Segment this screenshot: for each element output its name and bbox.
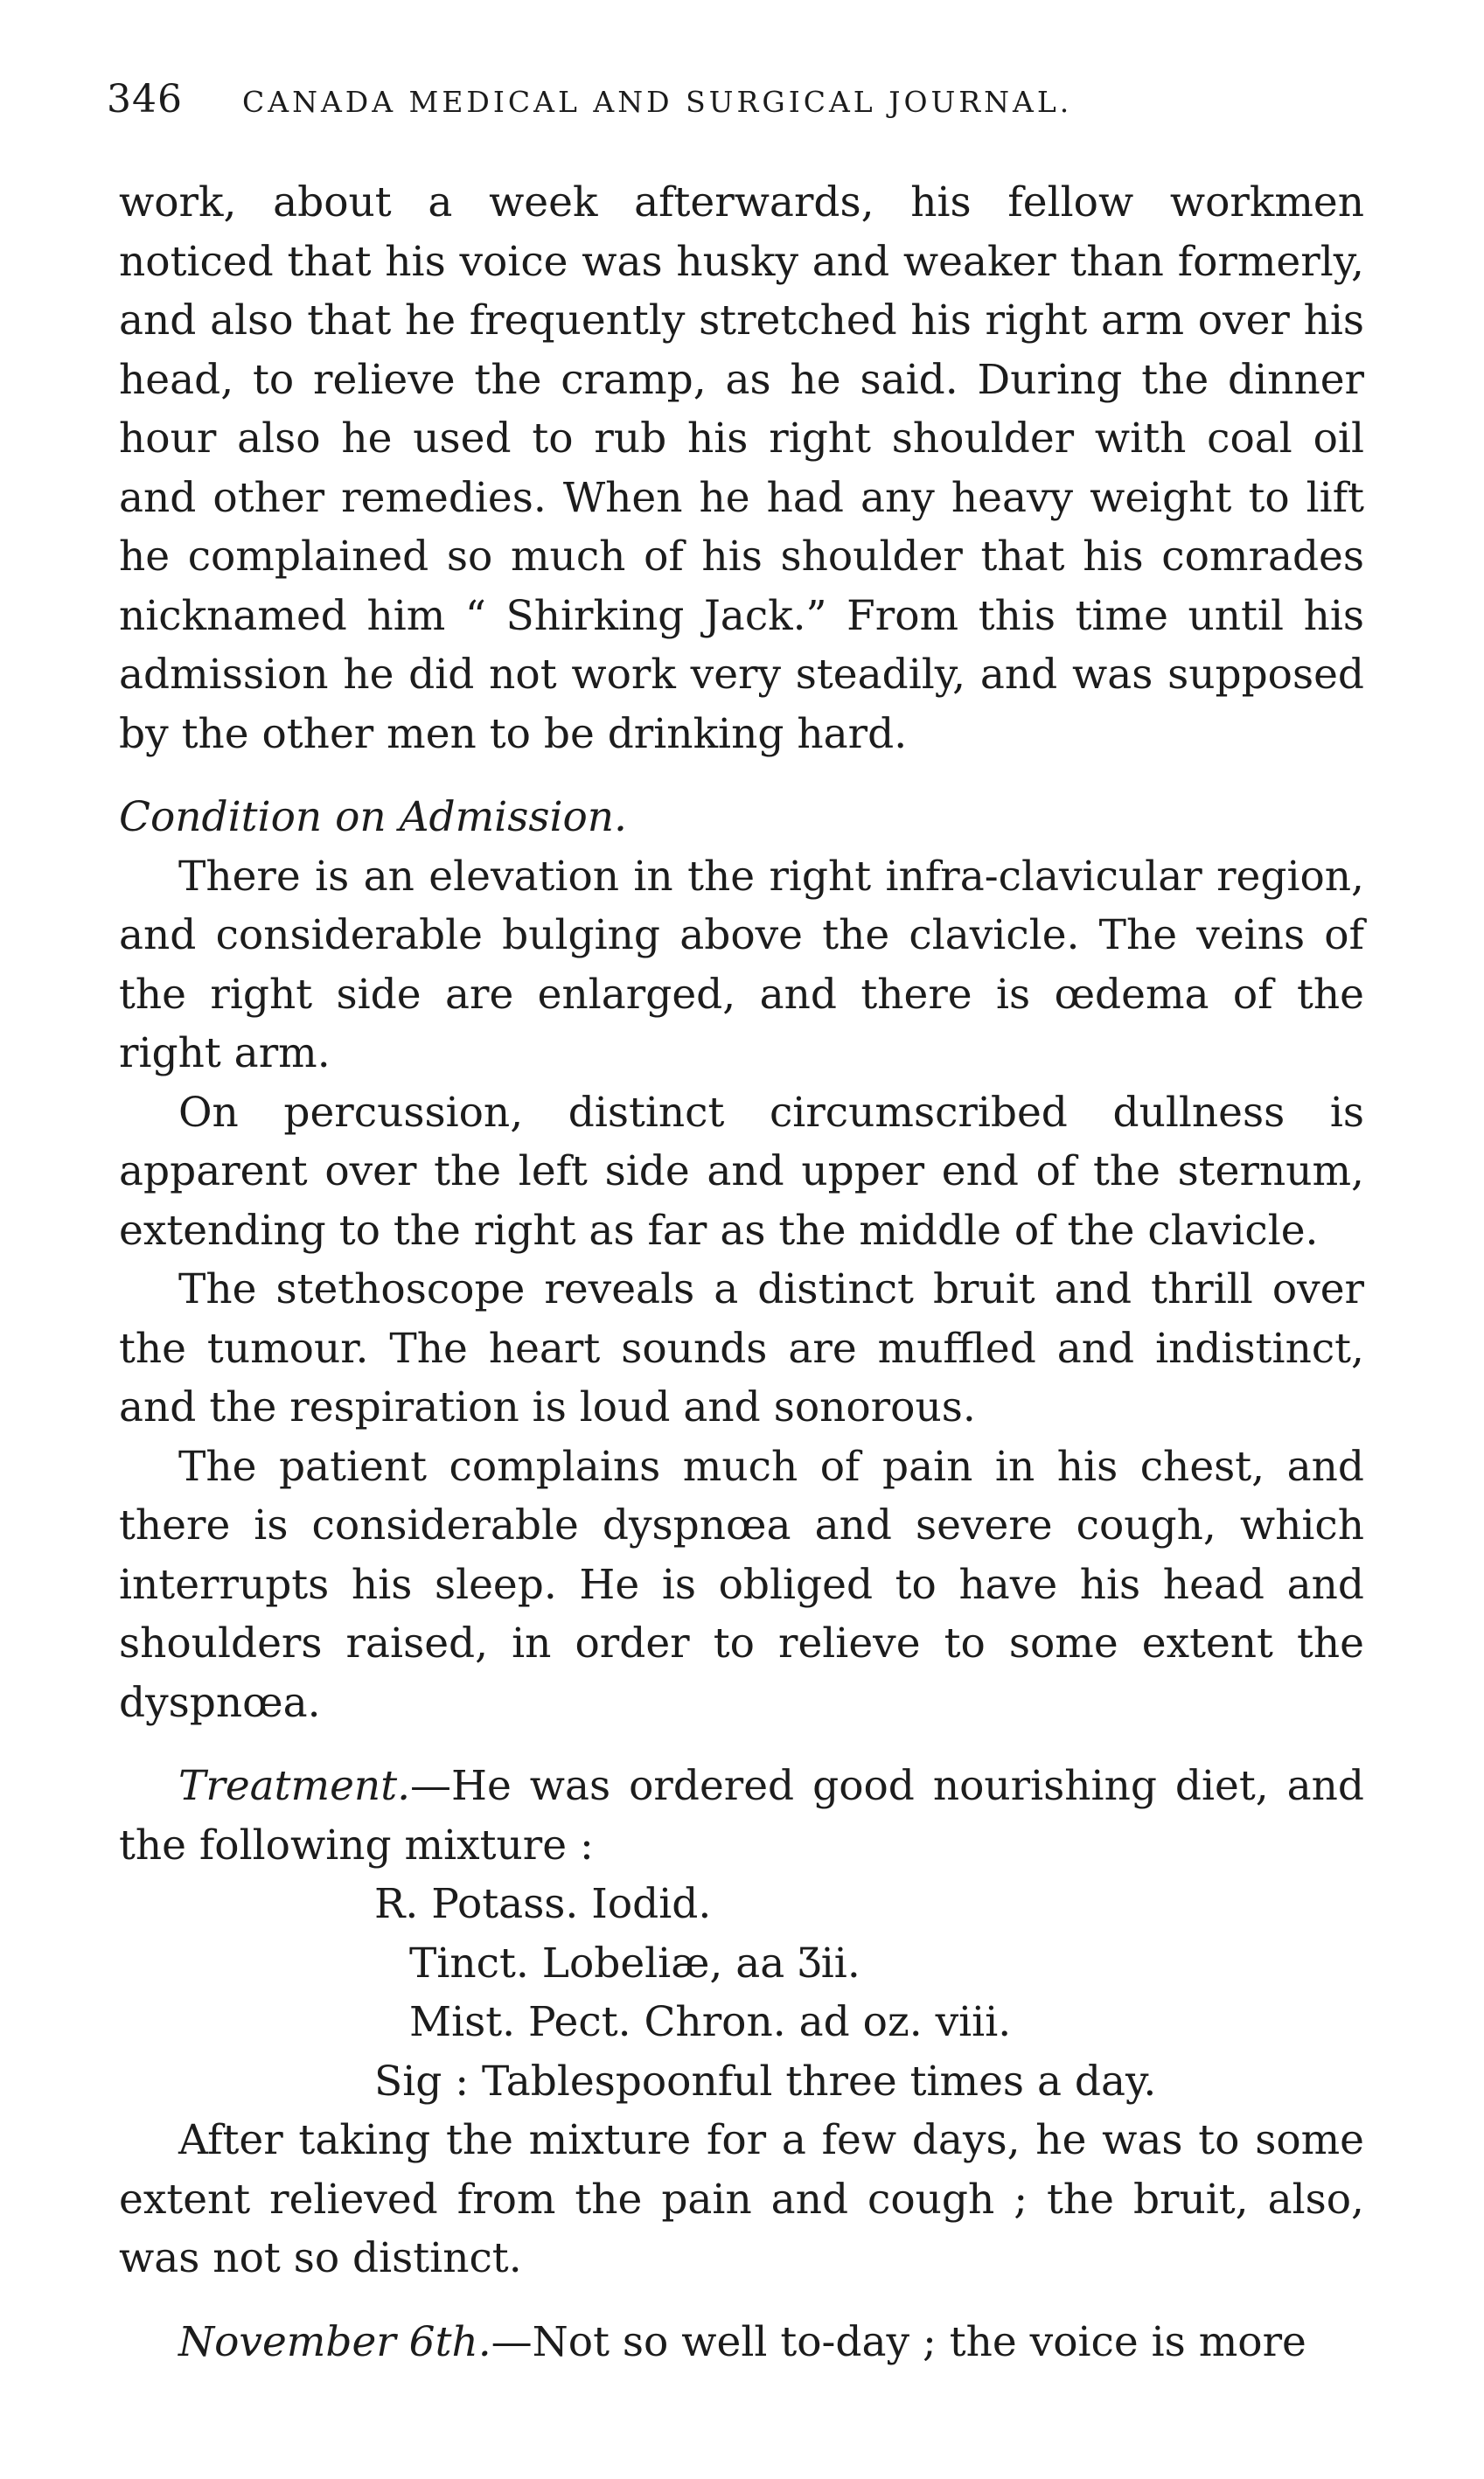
prescription-line: Mist. Pect. Chron. ad oz. viii. [409,1998,1012,2046]
section-heading-condition: Condition on Admission. [119,793,627,841]
paragraph-history: work, about a week afterwards, his fellow workmen noticed that his voice was husky and weaker than formerly, and also that he frequently stretched his right arm over his head, to relieve the cramp, as he said. During the dinner hour also he used to rub his right shoulder with coal oil and other remedies. When he had any heavy weight to lift he complained so much of his shoulder that his comrades nicknamed him “ Shirking Jack.” From this time until his admission he did not work very steadily, and was supposed by the other men to be drinking hard. [119,178,1364,758]
paragraph-relief: After taking the mixture for a few days, he was to some extent relieved from the pain and cough ; the bruit, also, was not so distinct. [119,2116,1364,2282]
paragraph-november [119,2313,1364,2372]
prescription-line: R. Potass. Iodid. [374,1880,712,1928]
prescription-line: Sig : Tablespoonful three times a day. [374,2057,1157,2106]
article-body [119,173,1364,2371]
running-title: CANADA MEDICAL AND SURGICAL JOURNAL. [241,85,1073,119]
treatment-label: Treatment. [178,1762,411,1810]
page-header [107,77,1366,129]
paragraph-complaints: The patient complains much of pain in his chest, and there is considerable dyspnœa and severe cough, which interrupts his sleep. He is obliged to have his head and shoulders raised, in order to relieve to some extent the dyspnœa. [119,1442,1364,1727]
prescription-block [119,1875,1364,2111]
date-label: November 6th. [178,2317,491,2366]
page-number: 346 [107,77,183,122]
paragraph-treatment [119,1757,1364,1875]
paragraph-elevation: There is an elevation in the right infra-clavicular region, and considerable bulging above the clavicle. The veins of the right side are enlarged, and there is œdema of the right arm. [119,852,1364,1077]
paragraph-percussion: On percussion, distinct circumscribed dullness is apparent over the left side and upper end of the sternum, extending to the right as far as the middle of the clavicle. [119,1088,1364,1255]
paragraph-stethoscope: The stethoscope reveals a distinct bruit and thrill over the tumour. The heart sounds are muffled and indistinct, and the respiration is loud and sonorous. [119,1265,1364,1431]
treatment-text: —He was ordered good nourishing diet, and the following mixture : [119,1762,1364,1870]
november-text: —Not so well to-day ; the voice is more [491,2317,1306,2366]
prescription-line: Tinct. Lobeliæ, aa Ʒii. [409,1939,860,1988]
